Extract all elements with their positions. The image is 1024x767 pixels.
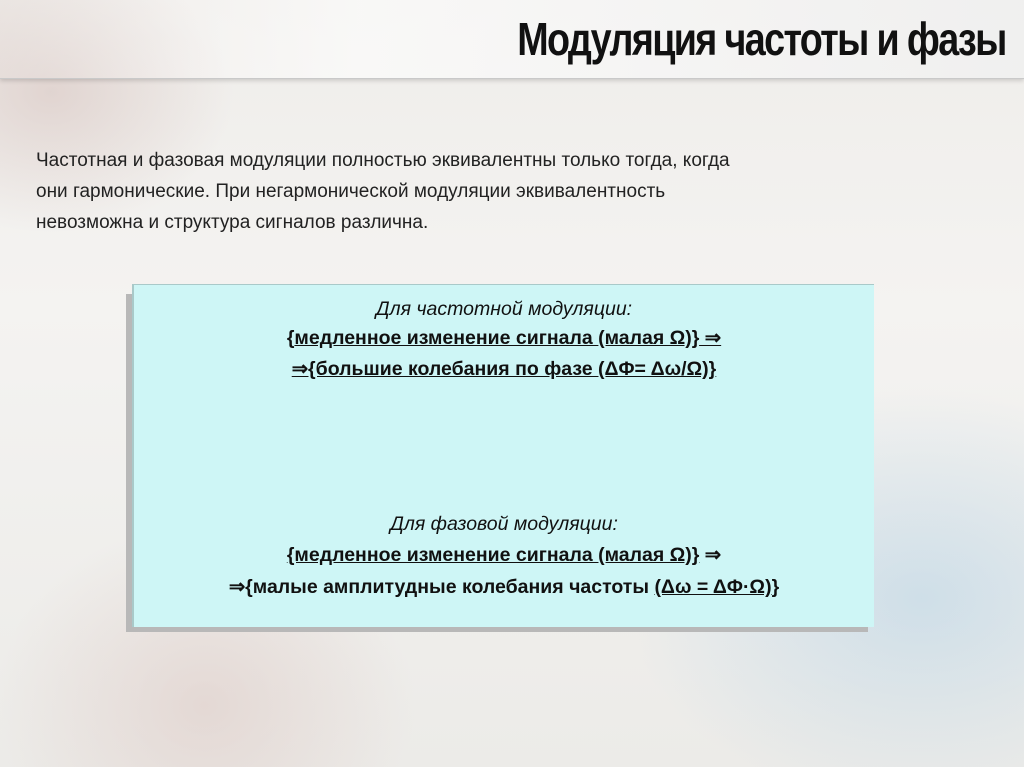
modulation-box <box>132 284 874 627</box>
title-band <box>0 0 1024 79</box>
fm-line-1-text: медленное изменение сигнала <box>294 327 599 349</box>
intro-line-1: Частотная и фазовая модуляции полностью эквивалентны только тогда, когда <box>36 150 730 171</box>
pm-line-2-text: ⇒{малые амплитудные колебания частоты <box>228 576 655 598</box>
fm-line-1-brace: { <box>286 327 295 349</box>
intro-line-3: невозможна и структура сигналов различна. <box>36 212 429 233</box>
fm-line-1 <box>134 324 874 352</box>
pm-line-1 <box>134 541 874 569</box>
pm-line-1-text: {медленное изменение сигнала (малая Ω)} <box>286 544 700 566</box>
pm-line-2-brace: } <box>771 576 780 598</box>
pm-line-1-arrow: ⇒ <box>699 544 722 566</box>
fm-line-2-text: ⇒{большие колебания по фазе (ΔΦ= Δω/Ω)} <box>291 358 717 380</box>
fm-line-2 <box>134 355 874 383</box>
intro-paragraph <box>36 145 996 238</box>
fm-heading: Для частотной модуляции: <box>375 298 633 320</box>
fm-line-1-arrow: ⇒ <box>699 327 722 349</box>
intro-line-2: они гармонические. При негармонической модуляции эквивалентность <box>36 181 666 202</box>
pm-heading: Для фазовой модуляции: <box>390 513 618 535</box>
pm-line-2 <box>134 573 874 601</box>
slide-title: Модуляция частоты и фазы <box>517 13 1006 65</box>
fm-line-1-omega: (малая Ω)} <box>598 327 700 349</box>
pm-line-2-formula: (Δω = ΔΦ·Ω) <box>654 576 772 598</box>
